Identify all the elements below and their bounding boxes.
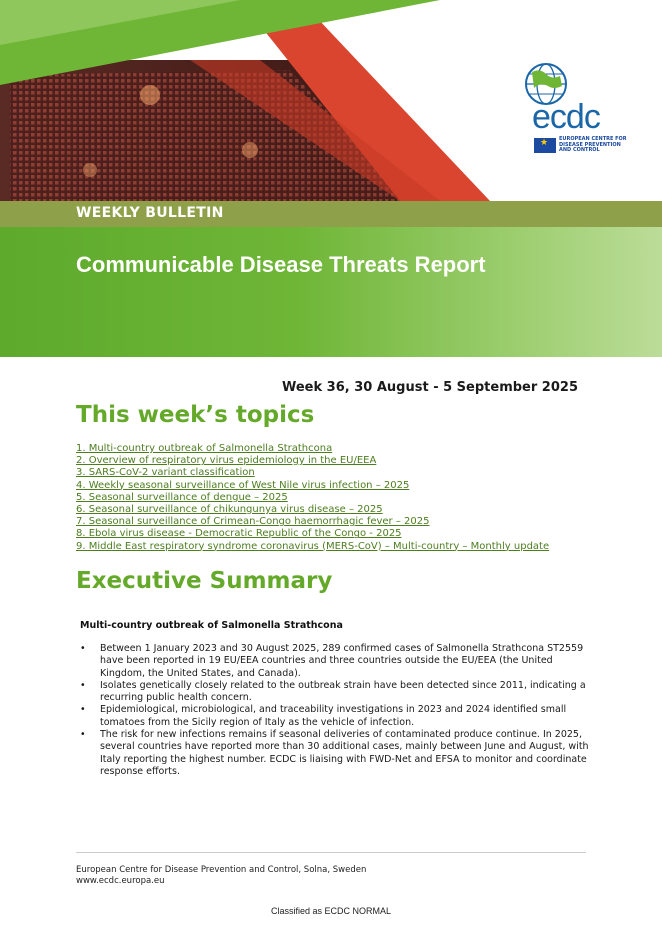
logo-org-line: AND CONTROL — [559, 147, 600, 153]
summary-bullet — [80, 729, 590, 778]
topic-item — [76, 516, 549, 528]
topic-link-2[interactable]: 2. Overview of respiratory virus epidemiology in the EU/EEA — [76, 455, 377, 467]
bullet-text: Epidemiological, microbiological, and traceability investigations in 2023 and 2024 identified small tomatoes from the Sicily region of Italy as the vehicle of infection. — [100, 704, 567, 728]
title-band — [0, 227, 662, 357]
summary-bullets — [80, 643, 590, 778]
bullet-text: Isolates genetically closely related to the outbreak strain have been detected since 2011, indicating a recurring public health concern. — [100, 679, 586, 704]
topic-item — [76, 541, 549, 553]
topic-item — [76, 504, 549, 516]
header-banner — [0, 0, 662, 357]
bullet-text: Between 1 January 2023 and 30 August 2025, 289 confirmed cases of Salmonella Strathcona ST2559 have been reported in 19 EU/EEA countries and three countries outside the EU/EEA (the United Kingdom, the United States, and Canada). — [100, 643, 584, 679]
footer-organization: European Centre for Disease Prevention and Control, Solna, Sweden — [76, 865, 367, 875]
ecdc-logo — [512, 60, 627, 160]
topic-item — [76, 528, 549, 540]
footer-divider — [76, 852, 586, 853]
logo-wordmark: ecdc — [532, 98, 600, 136]
logo-org-line: EUROPEAN CENTRE FOR — [559, 136, 627, 142]
summary-bullet — [80, 643, 590, 680]
executive-summary-heading: Executive Summary — [76, 568, 333, 594]
report-title: Communicable Disease Threats Report — [76, 252, 486, 277]
topic-link-9[interactable]: 9. Middle East respiratory syndrome coronavirus (MERS-CoV) – Multi-country – Monthly update — [76, 540, 550, 552]
topic-link-8[interactable]: 8. Ebola virus disease - Democratic Republic of the Congo - 2025 — [76, 528, 402, 540]
topic-item — [76, 455, 549, 467]
bullet-text: The risk for new infections remains if seasonal deliveries of contaminated produce continue. In 2025, several countries have reported more than 30 additional cases, mainly between June and August, with Italy reporting the highest number. ECDC is liaising with FWD-Net and EFSA to monitor and coordinate response efforts. — [100, 729, 589, 777]
topic-item — [76, 480, 549, 492]
topics-heading: This week’s topics — [76, 402, 315, 428]
topic-item — [76, 467, 549, 479]
topic-item — [76, 443, 549, 455]
bullet-dot: • — [80, 729, 86, 741]
topics-list — [76, 443, 549, 553]
topic-link-3[interactable]: 3. SARS-CoV-2 variant classification — [76, 467, 255, 479]
summary-bullet — [80, 680, 590, 705]
topic-link-4[interactable]: 4. Weekly seasonal surveillance of West Nile virus infection – 2025 — [76, 479, 410, 491]
bulletin-label: WEEKLY BULLETIN — [76, 205, 224, 221]
week-date-range: Week 36, 30 August - 5 September 2025 — [281, 380, 578, 395]
summary-subtitle: Multi-country outbreak of Salmonella Strathcona — [80, 620, 343, 631]
topic-link-6[interactable]: 6. Seasonal surveillance of chikungunya virus disease – 2025 — [76, 504, 383, 516]
topic-link-7[interactable]: 7. Seasonal surveillance of Crimean-Congo haemorrhagic fever – 2025 — [76, 516, 430, 528]
logo-org-name — [559, 137, 629, 154]
classification-label: Classified as ECDC NORMAL — [270, 906, 392, 916]
bullet-dot: • — [80, 704, 86, 716]
topic-item — [76, 492, 549, 504]
bullet-dot: • — [80, 679, 86, 691]
topic-link-5[interactable]: 5. Seasonal surveillance of dengue – 2025 — [76, 491, 288, 503]
footer-url: www.ecdc.europa.eu — [76, 876, 165, 886]
logo-org-line: DISEASE PREVENTION — [559, 141, 621, 148]
bullet-dot: • — [80, 643, 86, 654]
topic-link-1[interactable]: 1. Multi-country outbreak of Salmonella Strathcona — [76, 443, 333, 454]
eu-flag-icon — [534, 138, 556, 153]
summary-bullet — [80, 704, 590, 729]
